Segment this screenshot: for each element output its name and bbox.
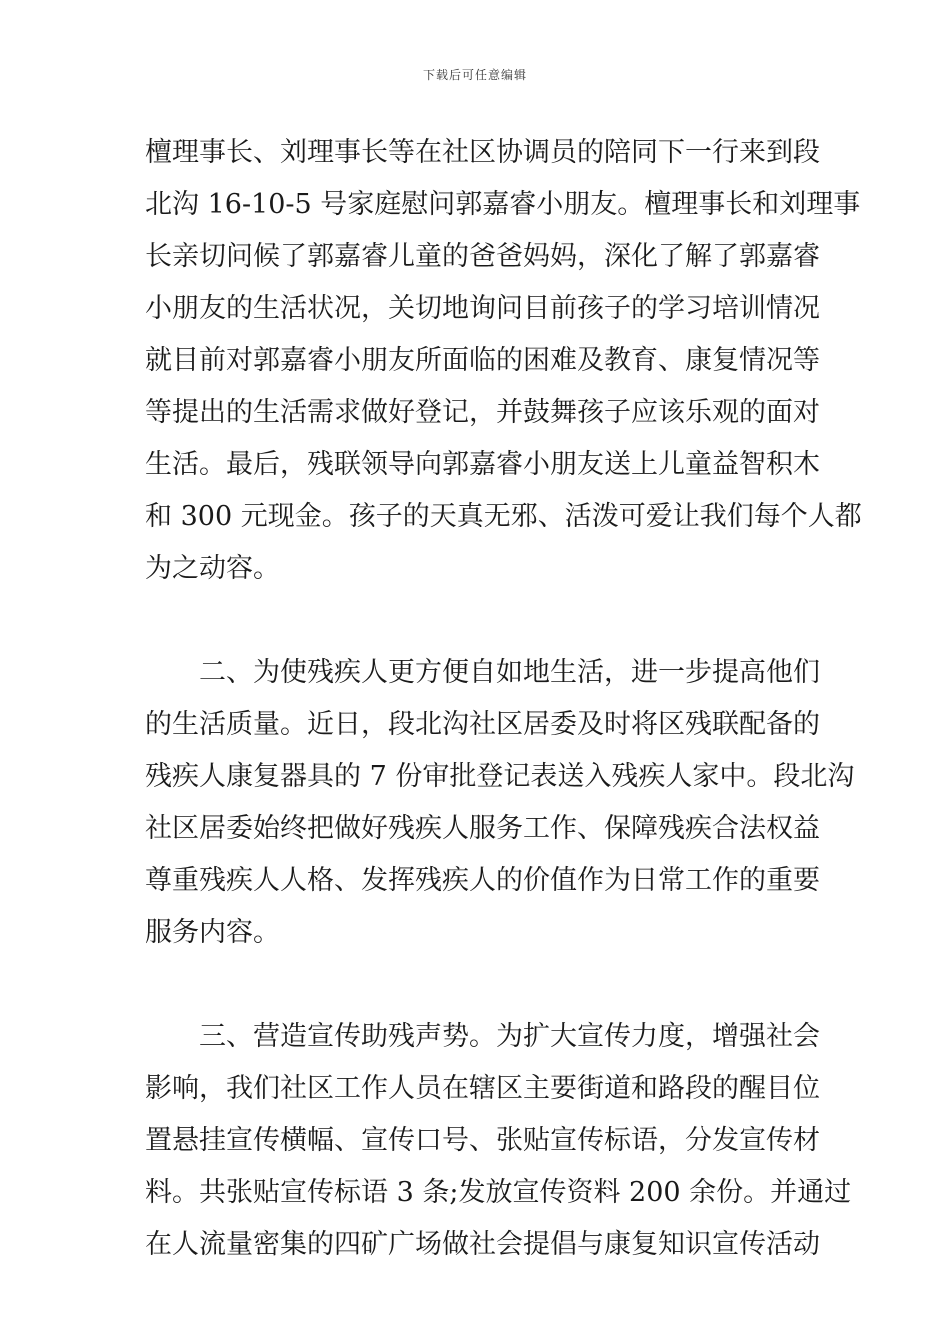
text-line: 为之动容。 [145, 553, 280, 584]
text-line: 就目前对郭嘉睿小朋友所面临的困难及教育、康复情况等 [145, 345, 820, 376]
paragraph-spacer [145, 595, 810, 647]
paragraph-spacer [145, 959, 810, 1011]
paragraph-2 [145, 647, 855, 959]
header-note: 下载后可任意编辑 [422, 68, 527, 82]
text-line: 的生活质量。近日，段北沟社区居委及时将区残联配备的 [145, 709, 820, 740]
text-line: 社区居委始终把做好残疾人服务工作、保障残疾合法权益 [145, 813, 820, 844]
text-line: 等提出的生活需求做好登记，并鼓舞孩子应该乐观的面对 [145, 397, 820, 428]
document-body [145, 127, 862, 1271]
text-line: 檀理事长、刘理事长等在社区协调员的陪同下一行来到段 [145, 137, 820, 168]
text-line: 小朋友的生活状况，关切地询问目前孩子的学习培训情况 [145, 293, 820, 324]
text-line: 服务内容。 [145, 917, 280, 948]
text-line: 在人流量密集的四矿广场做社会提倡与康复知识宣传活动 [145, 1229, 820, 1260]
text-line: 长亲切问候了郭嘉睿儿童的爸爸妈妈，深化了解了郭嘉睿 [145, 241, 820, 272]
text-line: 生活。最后，残联领导向郭嘉睿小朋友送上儿童益智积木 [145, 449, 820, 480]
text-line: 料。共张贴宣传标语 3 条;发放宣传资料 200 余份。并通过 [145, 1177, 852, 1208]
text-line: 三、营造宣传助残声势。为扩大宣传力度，增强社会 [199, 1021, 820, 1052]
text-line: 北沟 16-10-5 号家庭慰问郭嘉睿小朋友。檀理事长和刘理事 [145, 189, 861, 220]
text-line: 尊重残疾人人格、发挥残疾人的价值作为日常工作的重要 [145, 865, 820, 896]
text-line: 二、为使残疾人更方便自如地生活，进一步提高他们 [199, 657, 820, 688]
text-line: 残疾人康复器具的 7 份审批登记表送入残疾人家中。段北沟 [145, 761, 855, 792]
text-line: 置悬挂宣传横幅、宣传口号、张贴宣传标语，分发宣传材 [145, 1125, 820, 1156]
text-line: 影响，我们社区工作人员在辖区主要街道和路段的醒目位 [145, 1073, 820, 1104]
paragraph-1 [145, 127, 862, 595]
paragraph-3 [145, 1011, 852, 1271]
text-line: 和 300 元现金。孩子的天真无邪、活泼可爱让我们每个人都 [145, 501, 862, 532]
